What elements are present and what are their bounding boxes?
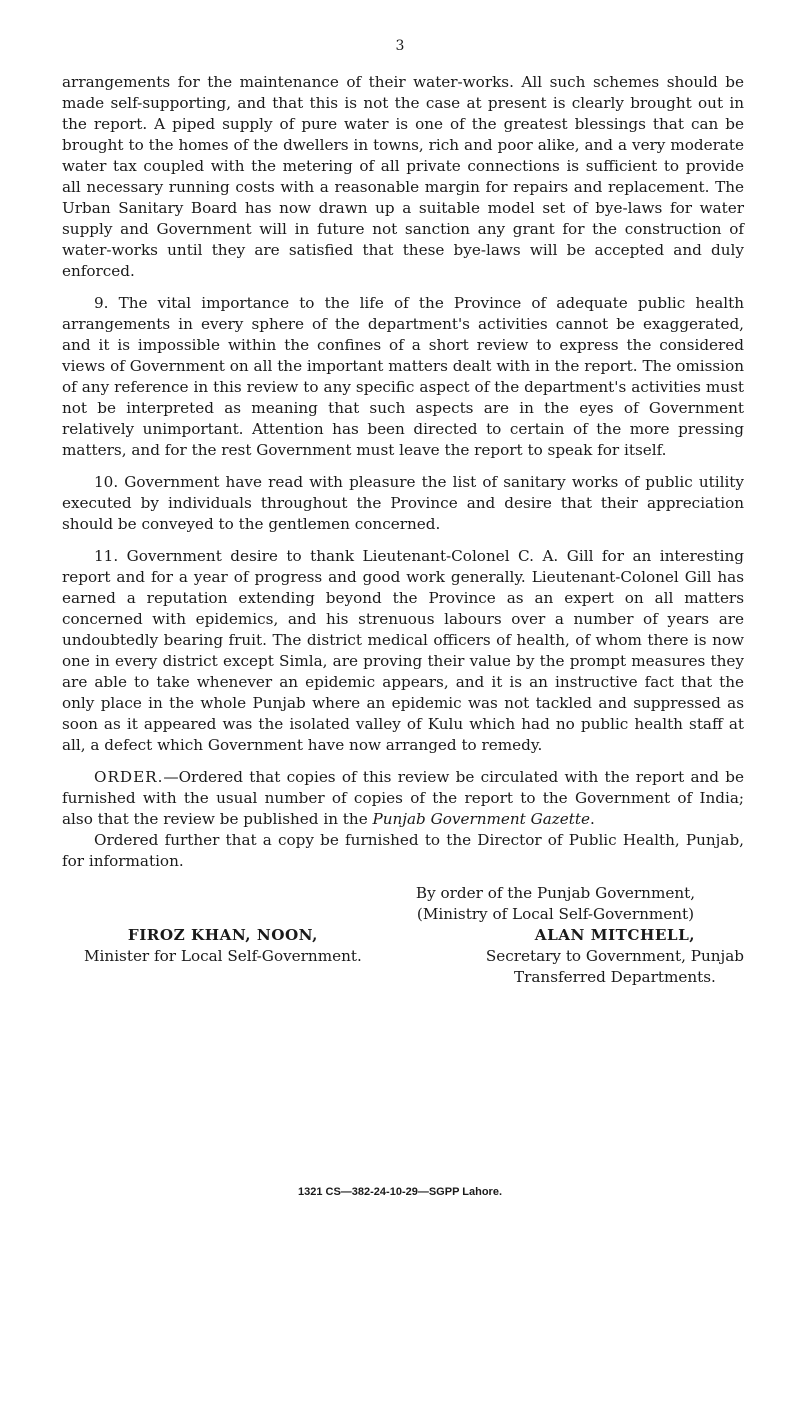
- authority-line-2: (Ministry of Local Self-Government): [416, 905, 695, 923]
- page-number: 3: [395, 38, 405, 54]
- paragraph-9: 9. The vital importance to the life of the Province of adequate public health arrangements in every sphere of the department's activities cannot be exaggerated, and it is impossible within the confines of a short review to express the considered views of Government on all the important matters dealt with in the report. The omission of any reference in this review to any specific aspect of the department's activities must not be interpreted as meaning that such aspects are in the eyes of Government relatively unimportant. Attention has been directed to certain of the more pressing matters, and for the rest Government must leave the report to speak for itself.: [62, 294, 744, 459]
- order-text: —Ordered that copies of this review be circulated with the report and be furnished with the usual number of copies of the report to the Government of India; also that the review be published in the: [62, 768, 744, 828]
- authority-block: [62, 883, 744, 925]
- authority-line-1: By order of the Punjab Government,: [415, 884, 696, 902]
- minister-title: Minister for Local Self-Government.: [84, 947, 362, 965]
- signature-left: [62, 925, 362, 988]
- order-paragraph: [62, 767, 744, 830]
- order-further-paragraph: Ordered further that a copy be furnished to the Director of Public Health, Punjab, for information.: [62, 831, 744, 870]
- secretary-title-1: Secretary to Government, Punjab: [485, 947, 744, 965]
- secretary-title-2: Transferred Departments.: [513, 968, 716, 986]
- gazette-title: Punjab Government Gazette: [372, 810, 590, 828]
- document-body: [62, 72, 744, 988]
- paragraph-continued: arrangements for the maintenance of their water-works. All such schemes should be made self-supporting, and that this is not the case at present is clearly brought out in the report. A piped supply of pure water is one of the greatest blessings that can be brought to the homes of the dwellers in towns, rich and poor alike, and a very moderate water tax coupled with the metering of all private connections is sufficient to provide all necessary running costs with a reasonable margin for repairs and replacement. The Urban Sanitary Board has now drawn up a suitable model set of bye-laws for water supply and Government will in future not sanction any grant for the construction of water-works until they are satisfied that these bye-laws will be accepted and duly enforced.: [62, 73, 744, 280]
- paragraph-10: 10. Government have read with pleasure the list of sanitary works of public utility executed by individuals throughout the Province and desire that their appreciation should be conveyed to the gentlemen concerned.: [62, 473, 744, 533]
- signature-block: [62, 925, 744, 988]
- paragraph-11: 11. Government desire to thank Lieutenant-Colonel C. A. Gill for an interesting report and for a year of progress and good work generally. Lieutenant-Colonel Gill has earned a reputation extending beyond the Province as an expert on all matters concerned with epidemics, and his strenuous labours over a number of years are undoubtedly bearing fruit. The district medical officers of health, of whom there is now one in every district except Simla, are proving their value by the prompt measures they are able to take whenever an epidemic appears, and it is an instructive fact that the only place in the whole Punjab where an epidemic was not tackled and suppressed as soon as it appeared was the isolated valley of Kulu which had no public health staff at all, a defect which Government have now arranged to remedy.: [62, 547, 744, 754]
- minister-name: FIROZ KHAN, NOON,: [127, 926, 318, 944]
- signature-right: [486, 925, 744, 988]
- order-end: .: [589, 810, 595, 828]
- printer-imprint: 1321 CS—382-24-10-29—SGPP Lahore.: [297, 1186, 502, 1198]
- order-label: ORDER.: [94, 768, 164, 786]
- secretary-name: ALAN MITCHELL,: [534, 926, 696, 944]
